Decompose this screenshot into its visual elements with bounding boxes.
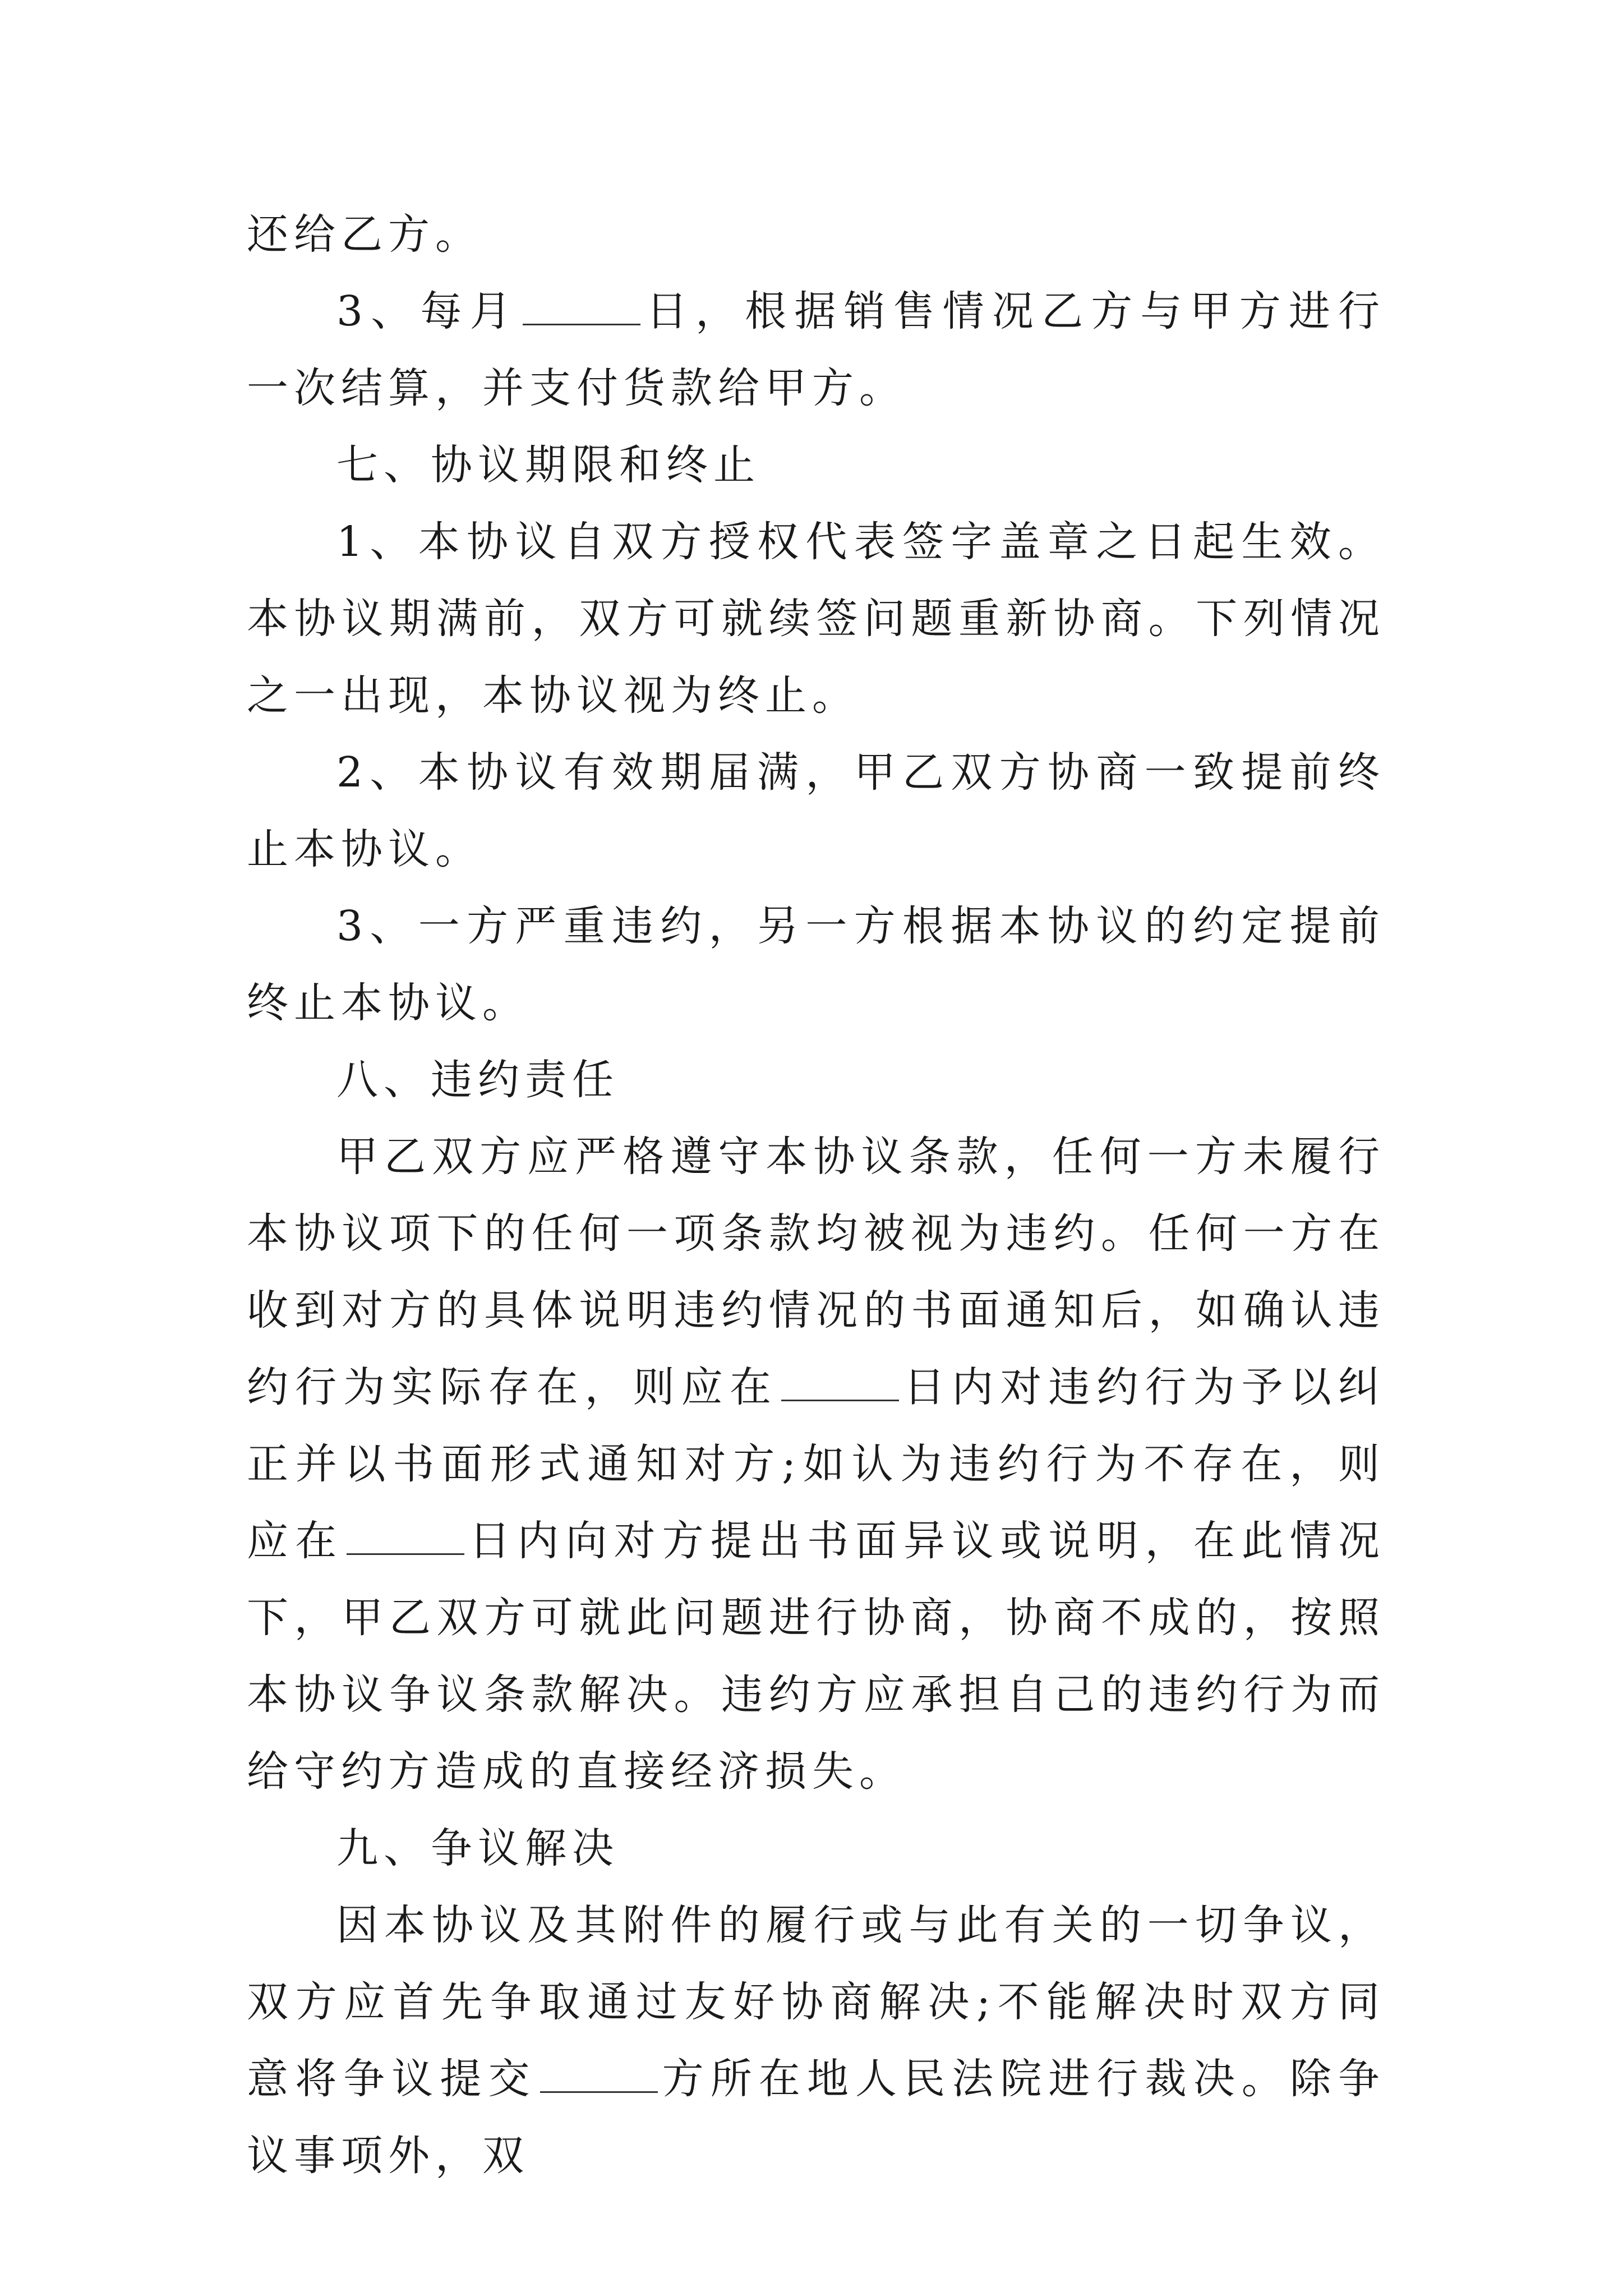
blank-underline <box>781 1363 899 1401</box>
paragraph-term-2: 2、本协议有效期届满，甲乙双方协商一致提前终止本协议。 <box>247 748 1385 873</box>
blank-underline <box>540 2054 658 2093</box>
blank-underline <box>523 287 640 325</box>
section-heading-dispute: 九、争议解决 <box>336 1824 619 1872</box>
paragraph-settlement: 3、每月 日，根据销售情况乙方与甲方进行一次结算，并支付货款给甲方。 <box>247 287 1385 412</box>
section-heading-breach: 八、违约责任 <box>336 1056 619 1104</box>
blank-underline <box>347 1516 464 1555</box>
paragraph-continuation: 还给乙方。 <box>247 210 482 259</box>
section-heading-term: 七、协议期限和终止 <box>336 441 760 489</box>
paragraph-breach: 甲乙双方应严格遵守本协议条款，任何一方未履行本协议项下的任何一项条款均被视为违约。任何一方在收到对方的具体说明违约情况的书面通知后，如确认违约行为实际存在，则应在 日内对违约行为予以纠正并以书面形式通知对方;如认为违约行为不存在，则应在 日内向对方提出书面异议或说明，在此情况下，甲乙双方可就此问题进行协商，协商不成的，按照本协议争议条款解决。违约方应承担自己的违约行为而给守约方造成的直接经济损失。 <box>247 1133 1386 1796</box>
paragraph-dispute: 因本协议及其附件的履行或与此有关的一切争议，双方应首先争取通过友好协商解决;不能解决时双方同意将争议提交 方所在地人民法院进行裁决。除争议事项外，双 <box>247 1901 1386 2180</box>
paragraph-term-3: 3、一方严重违约，另一方根据本协议的约定提前终止本协议。 <box>247 902 1385 1027</box>
paragraph-term-1: 1、本协议自双方授权代表签字盖章之日起生效。本协议期满前，双方可就续签问题重新协商。下列情况之一出现，本协议视为终止。 <box>247 518 1385 720</box>
document-body <box>247 196 1385 2194</box>
